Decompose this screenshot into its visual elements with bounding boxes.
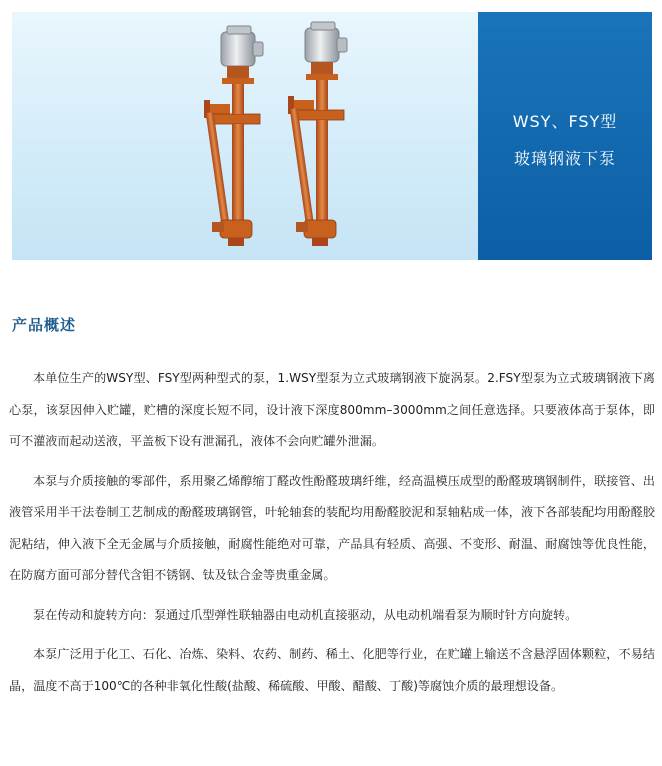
paragraph-1: 本单位生产的WSY型、FSY型两种型式的泵，1.WSY型泵为立式玻璃钢液下旋涡泵。2.FSY型泵为立式玻璃钢液下离心泵，该泵因伸入贮罐，贮槽的深度长短不同，设计液下深度800mm–3000mm之间任意选择。只要液体高于泵体，即可不灌液而起动送液，平盖板下设有泄漏孔，液体不会向贮罐外泄漏。: [9, 371, 655, 448]
banner-title-panel: [478, 12, 652, 260]
product-banner: [12, 12, 652, 260]
banner-model-title: WSY、FSY型: [512, 112, 618, 131]
paragraph-4: 本泵广泛用于化工、石化、冶炼、染料、农药、制药、稀土、化肥等行业，在贮罐上输送不含悬浮固体颗粒，不易结晶，温度不高于100℃的各种非氧化性酸(盐酸、稀硫酸、甲酸、醋酸、丁酸)等腐蚀介质的最理想设备。: [9, 647, 655, 693]
product-description: [9, 363, 655, 710]
pump-illustration: [12, 12, 478, 260]
pump-right: [288, 22, 347, 246]
section-heading: 产品概述: [12, 316, 77, 334]
paragraph-2: 本泵与介质接触的零部件，系用聚乙烯醇缩丁醛改性酚醛玻璃纤维，经高温模压成型的酚醛玻璃钢制件，联接管、出液管采用半干法卷制工艺制成的酚醛玻璃钢管，叶轮轴套的装配均用酚醛胶泥和泵轴粘成一体，液下各部装配均用酚醛胶泥粘结，伸入液下全无金属与介质接触，耐腐性能绝对可靠，产品具有轻质、高强、不变形、耐温、耐腐蚀等优良性能，在防腐方面可部分替代含钼不锈钢、钛及钛合金等贵重金属。: [9, 473, 655, 582]
paragraph-3: 泵在传动和旋转方向：泵通过爪型弹性联轴器由电动机直接驱动，从电动机端看泵为顺时针方向旋转。: [33, 607, 578, 622]
banner-product-title: 玻璃钢液下泵: [513, 149, 616, 168]
pump-left: [204, 26, 263, 246]
pump-product-photo: [12, 12, 478, 260]
